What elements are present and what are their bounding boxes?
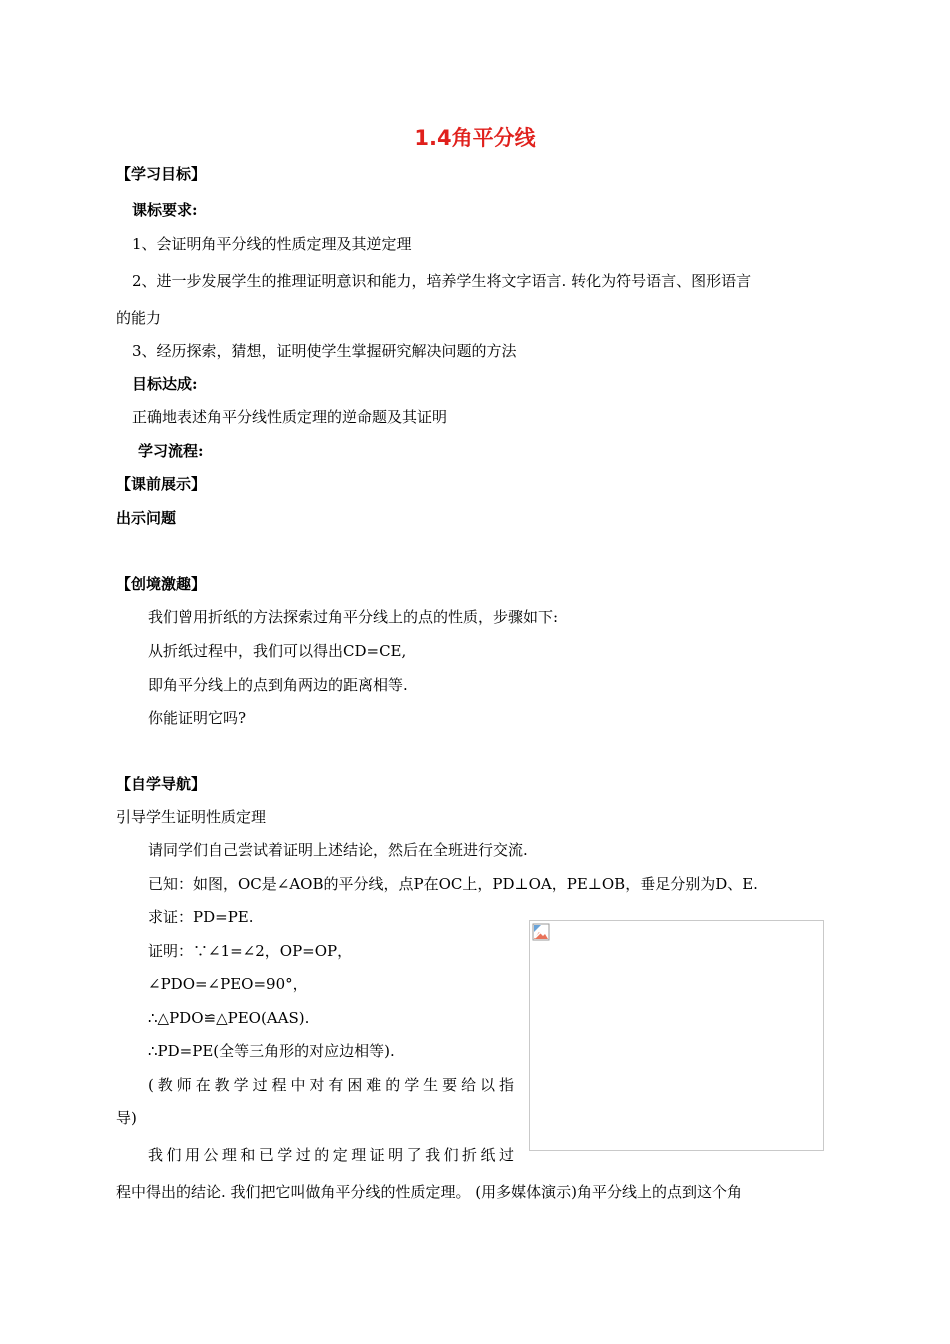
heading-selfstudy: 【自学导航】 bbox=[116, 775, 207, 793]
teacher-note-cont: 导) bbox=[116, 1109, 137, 1127]
broken-image-icon bbox=[532, 923, 550, 941]
scenario-1: 我们曾用折纸的方法探索过角平分线上的点的性质，步骤如下: bbox=[148, 608, 559, 626]
conclusion-2: 程中得出的结论. 我们把它叫做角平分线的性质定理。 (用多媒体演示)角平分线上的点到这个角 bbox=[116, 1183, 743, 1201]
scenario-2: 从折纸过程中，我们可以得出CD=CE, bbox=[148, 642, 407, 660]
conclusion-1: 我们用公理和已学过的定理证明了我们折纸过 bbox=[148, 1146, 514, 1164]
goal-2-cont: 的能力 bbox=[116, 309, 162, 327]
goal-3: 3、经历探索，猜想，证明使学生掌握研究解决问题的方法 bbox=[132, 342, 517, 360]
heading-preview: 【课前展示】 bbox=[116, 475, 207, 493]
known-statement: 已知：如图，OC是∠AOB的平分线，点P在OC上，PD⊥OA，PE⊥OB，垂足分别为D、E. bbox=[148, 875, 758, 893]
teacher-note: (教师在教学过程中对有困难的学生要给以指 bbox=[148, 1076, 514, 1094]
goal-1: 1、会证明角平分线的性质定理及其逆定理 bbox=[132, 235, 412, 253]
selfstudy-1: 引导学生证明性质定理 bbox=[116, 808, 267, 826]
heading-flow: 学习流程: bbox=[138, 442, 204, 460]
proof-line-4: ∴PD=PE(全等三角形的对应边相等). bbox=[148, 1042, 395, 1060]
heading-standards: 课标要求: bbox=[132, 201, 198, 219]
heading-goals: 【学习目标】 bbox=[116, 165, 207, 183]
figure-placeholder bbox=[529, 920, 824, 1151]
page-title: 1.4角平分线 bbox=[414, 126, 536, 150]
goal-2: 2、进一步发展学生的推理证明意识和能力，培养学生将文字语言. 转化为符号语言、图形语言 bbox=[132, 272, 752, 290]
show-question: 出示问题 bbox=[116, 509, 177, 527]
proof-line-2: ∠PDO=∠PEO=90°， bbox=[148, 975, 308, 993]
achieve-text: 正确地表述角平分线性质定理的逆命题及其证明 bbox=[132, 408, 448, 426]
selfstudy-2: 请同学们自己尝试着证明上述结论，然后在全班进行交流. bbox=[148, 841, 528, 859]
heading-scenario: 【创境激趣】 bbox=[116, 575, 207, 593]
scenario-4: 你能证明它吗? bbox=[148, 709, 247, 727]
scenario-3: 即角平分线上的点到角两边的距离相等. bbox=[148, 676, 408, 694]
proof-line-3: ∴△PDO≌△PEO(AAS). bbox=[148, 1009, 310, 1027]
prove-statement: 求证：PD=PE. bbox=[148, 908, 254, 926]
proof-line-1: 证明：∵∠1=∠2，OP=OP， bbox=[148, 942, 353, 960]
heading-achieve: 目标达成: bbox=[132, 375, 198, 393]
